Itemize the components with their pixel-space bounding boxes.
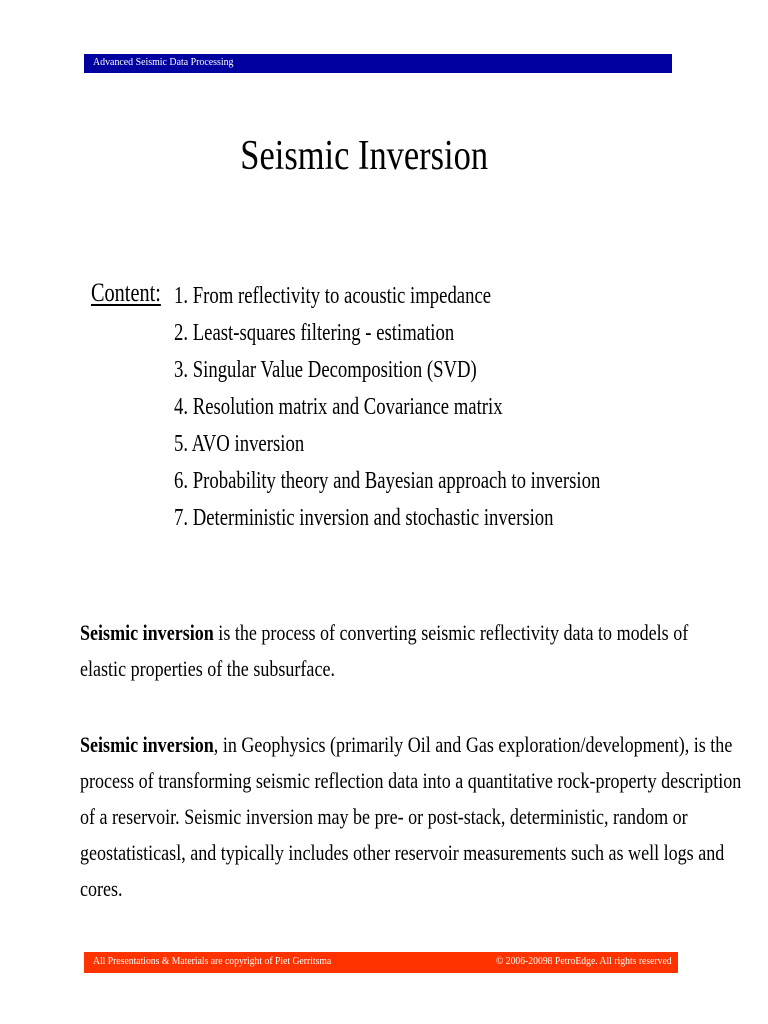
content-list bbox=[174, 278, 721, 537]
list-item: 5. AVO inversion bbox=[174, 431, 305, 457]
paragraph-text: is the process of converting seismic reflectivity data to models of bbox=[213, 620, 689, 645]
paragraph-line: elastic properties of the subsurface. bbox=[80, 656, 335, 681]
page-title: Seismic Inversion bbox=[240, 133, 489, 179]
paragraph-line: of a reservoir. Seismic inversion may be pre- or post-stack, deterministic, random or bbox=[80, 804, 688, 829]
geophysics-paragraph bbox=[80, 727, 768, 907]
list-item: 7. Deterministic inversion and stochastic inversion bbox=[174, 505, 554, 531]
paragraph-line bbox=[80, 615, 688, 651]
content-label-text: Content: bbox=[91, 278, 161, 307]
header-title: Advanced Seismic Data Processing bbox=[93, 56, 234, 68]
header-bar bbox=[84, 54, 672, 73]
content-label bbox=[91, 276, 161, 310]
copyright-notice: All Presentations & Materials are copyright of Piet Gerritsma bbox=[93, 955, 332, 967]
bold-term: Seismic inversion bbox=[80, 620, 214, 645]
bold-term: Seismic inversion bbox=[80, 732, 214, 757]
list-item: 2. Least-squares filtering - estimation bbox=[174, 320, 455, 346]
paragraph-line bbox=[80, 727, 741, 763]
paragraph-line: cores. bbox=[80, 876, 123, 901]
definition-paragraph bbox=[80, 615, 768, 687]
rights-notice: © 2006-20098 PetroEdge. All rights reserved bbox=[496, 955, 672, 967]
footer-bar bbox=[84, 952, 678, 973]
list-item: 3. Singular Value Decomposition (SVD) bbox=[174, 357, 477, 383]
paragraph-line: geostatisticasl, and typically includes other reservoir measurements such as well logs and bbox=[80, 840, 725, 865]
paragraph-text: , in Geophysics (primarily Oil and Gas exploration/development), is the bbox=[213, 732, 733, 757]
list-item: 1. From reflectivity to acoustic impedance bbox=[174, 283, 492, 309]
paragraph-line: process of transforming seismic reflection data into a quantitative rock-property description bbox=[80, 768, 742, 793]
list-item: 4. Resolution matrix and Covariance matrix bbox=[174, 394, 503, 420]
list-item: 6. Probability theory and Bayesian approach to inversion bbox=[174, 468, 601, 494]
